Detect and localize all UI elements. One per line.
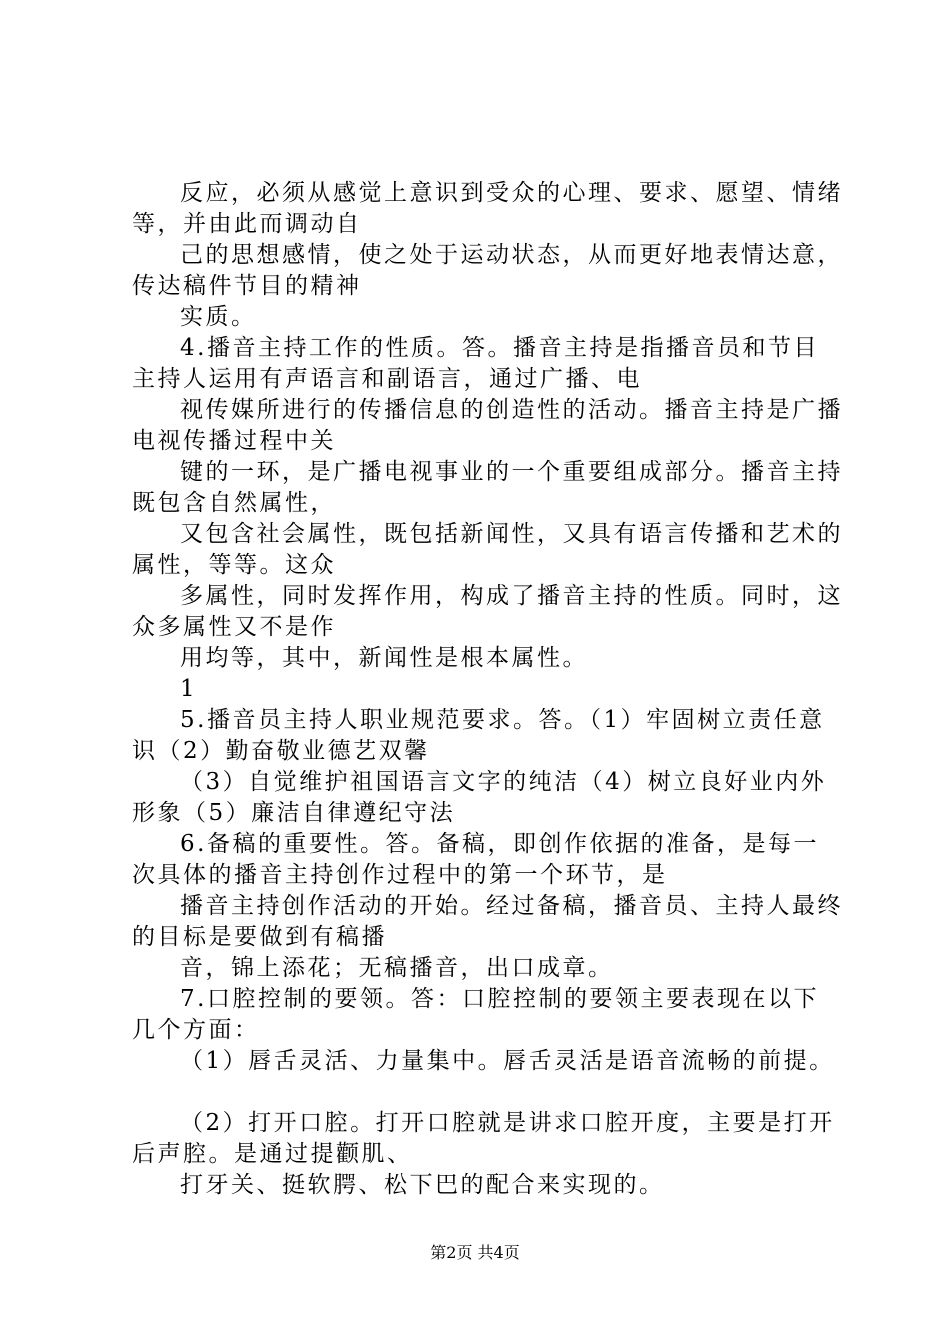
paragraph: 视传媒所进行的传播信息的创造性的活动。播音主持是广播电视传播过程中关 <box>132 397 843 454</box>
paragraph: 反应，必须从感觉上意识到受众的心理、要求、愿望、情绪等，并由此而调动自 <box>132 180 843 237</box>
paragraph: 键的一环，是广播电视事业的一个重要组成部分。播音主持既包含自然属性， <box>132 459 843 516</box>
page-footer: 第2页 共4页 <box>430 1243 520 1262</box>
paragraph: 实质。 <box>180 304 257 330</box>
paragraph: 打牙关、挺软腭、松下巴的配合来实现的。 <box>180 1172 665 1198</box>
paragraph: 用均等，其中，新闻性是根本属性。 <box>180 645 588 671</box>
paragraph: 音，锦上添花；无稿播音，出口成章。 <box>180 955 614 981</box>
paragraph: （3）自觉维护祖国语言文字的纯洁（4）树立良好业内外形象（5）廉洁自律遵纪守法 <box>132 769 827 826</box>
paragraph: （1）唇舌灵活、力量集中。唇舌灵活是语音流畅的前提。 <box>180 1048 835 1074</box>
paragraph: 多属性，同时发挥作用，构成了播音主持的性质。同时，这众多属性又不是作 <box>132 583 843 640</box>
document-body <box>132 178 844 1201</box>
page-marker: 1 <box>180 676 195 702</box>
paragraph: 己的思想感情，使之处于运动状态，从而更好地表情达意，传达稿件节目的精神 <box>132 242 843 299</box>
paragraph: 5.播音员主持人职业规范要求。答。（1）牢固树立责任意识（2）勤奋敬业德艺双馨 <box>132 707 825 764</box>
paragraph: 7.口腔控制的要领。答：口腔控制的要领主要表现在以下几个方面： <box>132 986 819 1043</box>
paragraph: 播音主持创作活动的开始。经过备稿，播音员、主持人最终的目标是要做到有稿播 <box>132 893 843 950</box>
paragraph: 4.播音主持工作的性质。答。播音主持是指播音员和节目主持人运用有声语言和副语言，通过广播、电 <box>132 335 819 392</box>
paragraph: 又包含社会属性，既包括新闻性，又具有语言传播和艺术的属性，等等。这众 <box>132 521 843 578</box>
paragraph: （2）打开口腔。打开口腔就是讲求口腔开度，主要是打开后声腔。是通过提颧肌、 <box>132 1110 835 1167</box>
paragraph: 6.备稿的重要性。答。备稿，即创作依据的准备，是每一次具体的播音主持创作过程中的第一个环节，是 <box>132 831 819 888</box>
